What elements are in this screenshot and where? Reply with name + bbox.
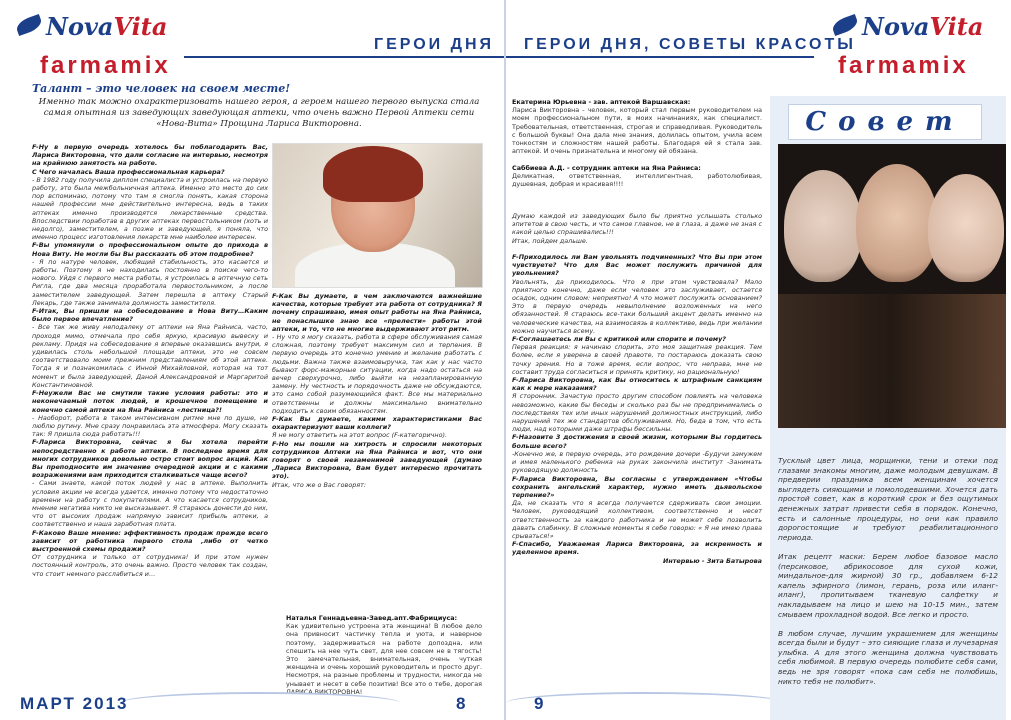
quote-text: Деликатная, ответственная, интеллигентная, работолюбивая, душевная, добрая и красивая!!!! [512,171,762,189]
question: F-Как Вы думаете, какими характеристиками Вас охарактеризуют ваши коллеги? [272,415,482,432]
question: F-Вы упомянули о профессиональном опыте до прихода в Нова Виту. Не могли бы Вы рассказать об этом подробнее? [32,241,268,258]
headline: Талант – это человек на своем месте! [32,82,291,95]
answer: - Все так же живу неподалеку от аптеки на Яна Райниса, часто, проходя мимо, отмечала про себя яркую, красивую вывеску и рекламу. Придя на собеседование я впервые оказавшись внутри, я удивилась столь небольшой площади аптеки, это не совсем соответствовало моим прежним представлениям об этой аптеке. Тогда я и познакомилась с Инной Михайловной, которая на тот момент и была заведующей, Даной Александровной и Маргаритой Константиновной. [32,323,268,389]
logo-nova: Nova [46,12,114,41]
page-number: 8 [456,694,466,713]
footer-date: МАРТ 2013 [20,694,129,713]
question: F-Лариса Викторовна, Вы согласны с утверждением «Чтобы сохранить ангельский характер, нужно иметь дьявольское терпение?» [512,474,762,499]
answer: - Ну что я могу сказать, работа в сфере обслуживания самая сложная, поэтому требует максимум сил и терпения. В первую очередь это конечно умение и желание работать с людьми. Важна также взаимовыручка, так как у нас часто бывают форс-мажорные ситуации, когда надо остаться на вечер сверхурочно, либо выйти на незапланированную замену. Ну честность и порядочность даже не обсуждаются, это само собой разумеющийся факт. Все мы материально ответственны и должны максимально внимательно подходить к своим обязанностям. [272,333,482,415]
answer: - В 1982 году получила диплом специалиста и устроилась на первую работу, это была межбольничная аптека. Именно это место до сих пор вспоминаю, потому что там я смогла понять, какая сторона нашей профессии мне действительно интересна, ведь в таких аптеках именно производятся лекарственные средства. Впоследствии поработав в других аптеках первостольником (хоть и недолго), заместителем, а позже и заведующей, я поняла, что именно процесс изготовления лекарств мне наиболее интересен. [32,175,268,242]
question: С Чего началась Ваша профессиональная карьера? [32,167,225,176]
page-number: 9 [534,694,544,713]
header-rule [184,56,505,58]
question: F-Приходилось ли Вам увольнять подчиненных? Что Вы при этом чувствуете? Что для Вас может послужить причиной для увольнения? [512,253,762,278]
face-3 [928,174,1004,282]
brand-farmamix: farmamix [838,52,969,79]
question: F-Но мы пошли на хитрость и спросили некоторых сотрудников Аптеки на Яна Райниса и вот, что они говорят о своей незаменимой заведующей (думаю ,Лариса Викторовна, Вам будет интересно прочитать это). [272,439,482,481]
quote-block [286,614,482,696]
sovet-text [778,456,998,690]
answer: Я не могу ответить на этот вопрос (F-категорично). [272,431,448,440]
question: F-Как Вы думаете, в чем заключаются важнейшие качества, которые требует эта работа от сотрудника? Я почему спрашиваю, имея опыт работы на Яна Райниса, не понаслышке знаю все «прелести» работы этой аптеки, и то, что не многие выдерживают этот ритм. [272,292,482,333]
paragraph: Итак, пойдем дальше. [512,236,588,245]
right-column-1 [512,212,762,702]
quote-author: Екатерина Юрьевна - зав. аптекой Варшавская: [512,98,691,106]
answer: Первая реакция: я начинаю спорить, это моя защитная реакция. Тем более, если я уверена в своей правоте, то постараюсь доказать свою точку зрения. Но в тоже время, если вопрос, что неправа, мне не составит труда согласиться и принять критику, но рациональную! [512,343,762,376]
answer: Увольнять, да приходилось. Что я при этом чувствовала? Мало приятного конечно, даже если человек это заслуживает, остается осадок, одним словом: неприятно! А что может послужить основанием? Это в первую очередь невыполнение возложенных на него обязанностей. Я стараюсь все-таки больший акцент делать именно на человеческие качества, на взаимосвязь в коллективе, ведь при желании можно научиться всему. [512,277,762,335]
footer-wave [506,692,786,714]
logo-leaf-icon [14,14,43,36]
question: F-Неужели Вас не смутили такие условия работы: это и неконечаемый поток людей, и крошечное помещение и конечно самой аптеки на Яна Райниса «лестница?! [32,389,268,414]
answer: Да, не сказать что я всегда получается сдерживать свои эмоции. Человек, руководящий коллективом, соответственно и несет ответственность за каждого работника и не может себе позволить давать слабинку. В сложные моменты я себе говорю: « Я не имею права срываться!» [512,499,762,540]
intro: Именно так можно охарактеризовать нашего героя, а героем нашего первого выпуска стала самая опытная из заведующих заведующая аптеки, что очень важно Первой Аптеки сети «Нова-Вита» Прощина Лариса Викторовна. [38,97,480,129]
question: F-Лариса Викторовна, сейчас я бы хотела перейти непосредственно к работе аптеки. В последнее время для многих сотрудников довольно остро стоит вопрос акций. Как Вы преподносите им значение очередной акции и с какими возражениями вам приходится сталкиваться чаще всего? [32,438,268,480]
answer: Итак, что же о Вас говорят: [272,480,367,489]
question: F-Назовите 3 достижения в своей жизни, которыми Вы гордитесь больше всего? [512,433,762,450]
logo-vita: Vita [113,12,168,41]
footer-wave [120,692,400,714]
beauty-photo [778,144,1006,428]
answer: -Конечно же, в первую очередь, это рождение дочери -Будучи замужем и имея маленького ребенка на руках закончила институт -Занимать руководящую должность [512,449,762,475]
face-2 [856,164,938,282]
answer: - Наоборот, работа в таком интенсивном ритме мне по душе, не люблю рутину. Мне сразу понравилась эта атмосфера. Могу сказать так: Я пришла сюда работать!!! [32,413,268,439]
question: F-Итак, Вы пришли на собеседование в Нова Виту…Каким было первое впечатление? [32,307,268,324]
left-column-2 [272,292,482,622]
section-title: ГЕРОИ ДНЯ, СОВЕТЫ КРАСОТЫ [524,36,856,53]
question: F-Спасибо, Уважаемая Лариса Викторовна, за искренность и уделенное время. [512,540,762,557]
sovet-paragraph-3: В любом случае, лучшим украшением для женщины всегда были и будут – это сияющие глаза и лучезарная улыбка. А для этого женщина должна чувствовать себя любимой. В первую очередь полюбите себя сами, ведь не зря говорят «пока сам себя не полюбишь, никто тебя не полюбит». [778,628,998,686]
question: F-Лариса Викторовна, как Вы относитесь к штрафным санкциям как к мере наказания? [512,376,762,393]
logo-leaf-icon [830,14,859,36]
photo-hair [778,294,1006,428]
photo-hair [323,146,423,202]
answer: Я сторонник. Зачастую просто другим способом повлиять на человека невозможно, какие бы беседы и сколько раз бы не предпринимались о последствиях тех или иных нарушений должностных инструкций, либо нарушений тех же стандартов обслуживания. Но, беда в том, что есть люди, над которыми даже штрафы бессильны. [512,392,762,434]
answer: - Я по натуре человек, любящий стабильность, это касается и работы. Поэтому я не находилась постоянно в поиске чего-то нового. Уйдя с первого места работы, я устроилась в аптечную сеть Ригла, где два месяца проработала первостольником, а после заместителем заведующей. Затем перешла в аптеку Старый Лекарь, где также занимала должность заместителя. [32,257,268,307]
sovet-title: Совет [788,104,982,140]
quote-text: Как удивительно устроена эта женщина! В любое дело она привносит частичку тепла и уюта, и наверное поэтому, задерживаться на работе допоздна, или спешить на нее чуть свет, для нее совсем не в тягость! Это замечательная, внимательная, очень чуткая женщина и очень хороший руководитель и просто друг. Несмотря, на разные проблемы и трудности, никогда не унывает и несет в себе позитив! Все это о тебе, дорогая ЛАРИСА ВИКТОРОВНА! [286,622,482,696]
sovet-paragraph-2: Итак рецепт маски: Берем любое базовое масло (персиковое, абрикосовое для сухой кожи, миндальное-для жирной) 30 гр., добавляем 6-12 капель эфирного (лимон, герань, роза или иланг-иланг), пропитываем тканевую салфетку и накладываем на лицо и шею на 10-15 мин., затем смываем прохладной водой. Все легко и просто. [778,551,998,619]
signature: Интервью - Зита Батырова [662,556,762,565]
face-1 [784,170,862,282]
logo [46,12,167,41]
section-title: ГЕРОИ ДНЯ [374,36,495,53]
question: F-Соглашаетесь ли Вы с критикой или спорите и почему? [512,335,727,344]
left-column-1 [32,143,268,708]
header-rule [506,56,814,58]
quote-text: Лариса Викторовна - человек, который стал первым руководителем на моем профессиональном пути, в моих начинаниях, как специалист. Требовательная, ответственная, строгая и справедливая. Руководитель с большой буквы! Она дала мне знания, долилась опытом, учила всем тонкостям и сложностям нашей работы. Благодаря ей я стала зав. аптекой. И очень признательна и многому ей обязана. [512,106,762,156]
logo-nova: Nova [862,12,930,41]
hero-photo [272,143,483,288]
quote-author: Наталья Геннадьевна-Завед.апт.Фабрициуса: [286,614,458,622]
sovet-paragraph-1: Тусклый цвет лица, морщинки, тени и отеки под глазами знакомы многим, даже молодым девушкам. В предверии праздника всем женщинам хочется выглядеть сияющими и помолодевшими. Хочется дать простой совет, как в короткий срок и без ощутимых денежных затрат привести себя в порядок. Конечно, есть и салонные процедуры, но они как правило дорогостоящие и требуют реабилитационного периода. [778,456,998,542]
question: F-Каково Ваше мнение: эффективность продаж прежде всего зависит от работника первого стола ,либо от четко выстроенной схемы продажи? [32,528,268,553]
paragraph: Думаю каждой из заведующих было бы приятно услышать столько эпитетов в свою честь, и что самое главное, не в глаза, а даже не зная с какой целью спрашивались!!! [512,212,762,237]
question: F-Ну в первую очередь хотелось бы поблагодарить Вас, Лариса Викторовна, что дали согласие на интервью, несмотря на крайнюю занятость на работе. [32,143,268,168]
brand-farmamix: farmamix [40,52,171,79]
logo-vita: Vita [929,12,984,41]
quote-author: Саббиева А.Д. - сотрудник аптеки на Яна Райниса: [512,163,701,172]
logo [862,12,983,41]
answer: От сотрудника и только от сотрудника! И при этом нужен постоянный контроль, это очень важно. Просто человек так создан, что стоит немного расслабиться и… [32,553,268,578]
answer: - Сами знаете, какой поток людей у нас в аптеке. Выполнить условия акции не всегда удается, именно потому что недостаточно времени на работу с покупателями. А что касается сотрудников, мнение негатива никто не высказывает. Я стараюсь донести до них, что от высоких продаж напрямую зависит прибыль аптеки, а соответственно и наша заработная плата. [32,479,268,529]
left-page [0,0,505,720]
